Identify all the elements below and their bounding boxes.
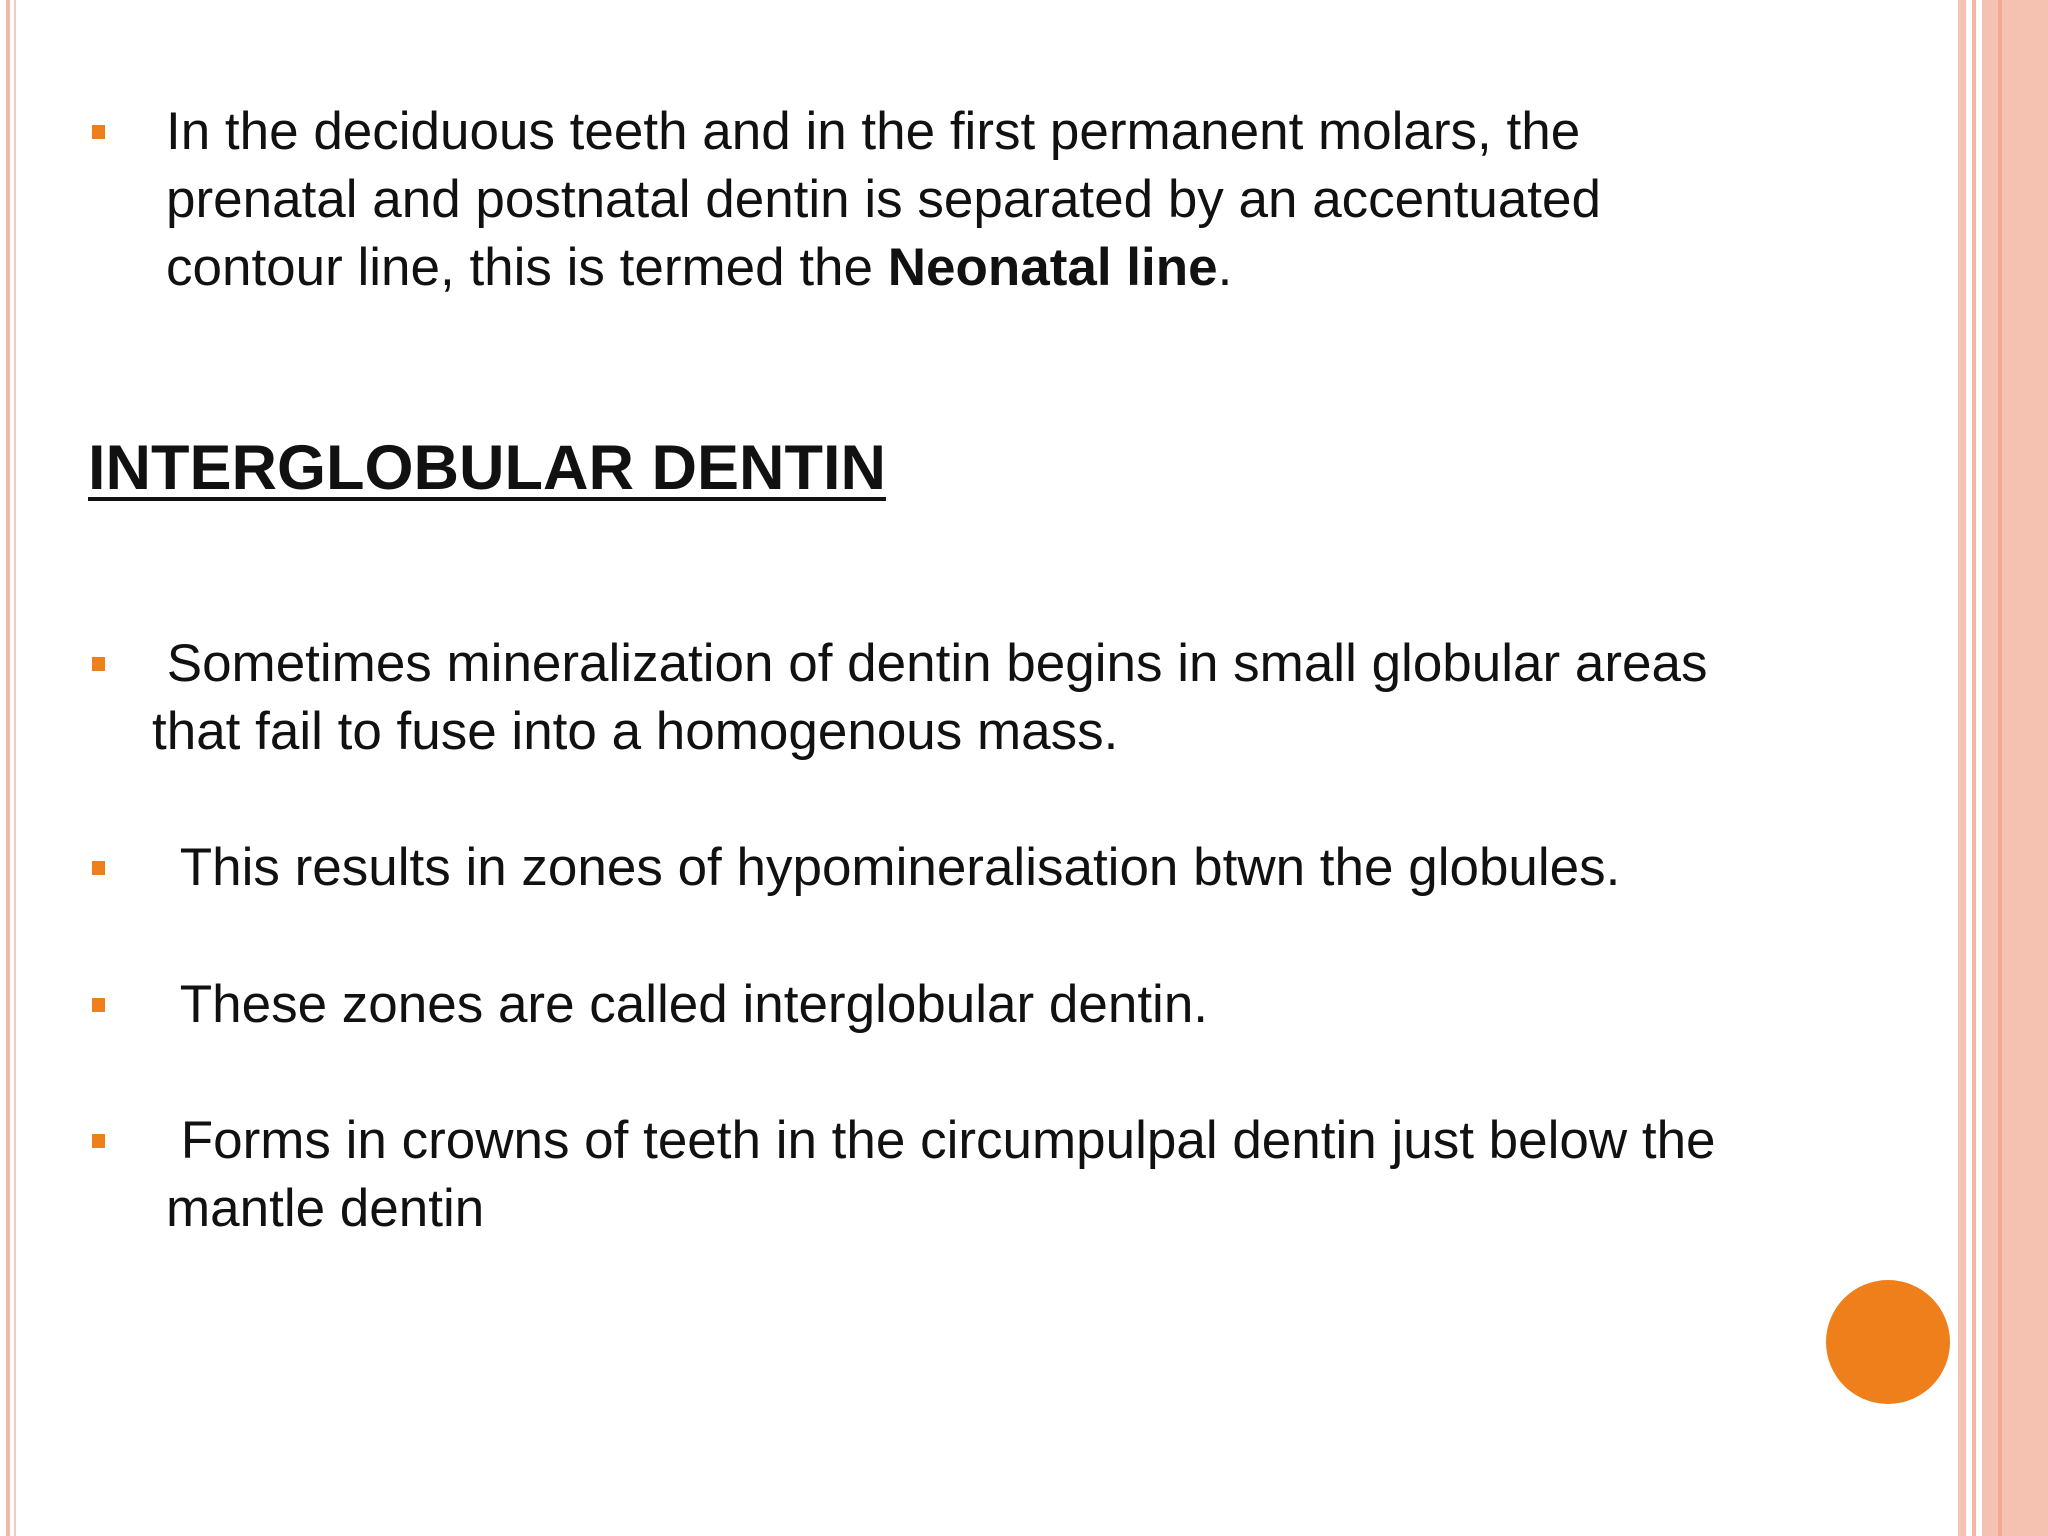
intro-line-2: prenatal and postnatal dentin is separated by an accentuated xyxy=(166,170,1601,229)
bullet-4-line-2: mantle dentin xyxy=(166,1179,485,1238)
left-frame-line-thin xyxy=(14,0,16,1536)
bullet-3-line-1: These zones are called interglobular dentin. xyxy=(166,975,1209,1034)
intro-line-3 xyxy=(166,234,1232,302)
bullet-4-line-1: Forms in crowns of teeth in the circumpulpal dentin just below the xyxy=(166,1111,1716,1170)
right-frame-band xyxy=(1982,0,2048,1536)
section-heading: INTERGLOBULAR DENTIN xyxy=(88,433,886,503)
intro-line-3-period: . xyxy=(1217,238,1233,297)
bullet-icon xyxy=(92,998,105,1012)
bullet-2-line-1: This results in zones of hypomineralisation btwn the globules. xyxy=(166,838,1621,897)
intro-line-3-text: contour line, this is termed the xyxy=(166,238,888,297)
bullet-icon xyxy=(92,861,105,875)
neonatal-line-term: Neonatal line xyxy=(887,238,1218,297)
right-frame-stripe xyxy=(1958,0,1966,1536)
intro-line-1: In the deciduous teeth and in the first permanent molars, the xyxy=(166,102,1581,161)
right-frame-stripe-thin xyxy=(1972,0,1976,1536)
bullet-icon xyxy=(92,125,105,139)
right-frame-band-line xyxy=(1998,0,2002,1536)
bullet-1-line-2: that fail to fuse into a homogenous mass. xyxy=(152,702,1119,761)
bullet-1-line-1: Sometimes mineralization of dentin begins in small globular areas xyxy=(152,634,1708,693)
orange-circle-decoration xyxy=(1826,1280,1950,1404)
left-frame-line xyxy=(6,0,10,1536)
bullet-icon xyxy=(92,1134,105,1148)
bullet-icon xyxy=(92,657,105,671)
